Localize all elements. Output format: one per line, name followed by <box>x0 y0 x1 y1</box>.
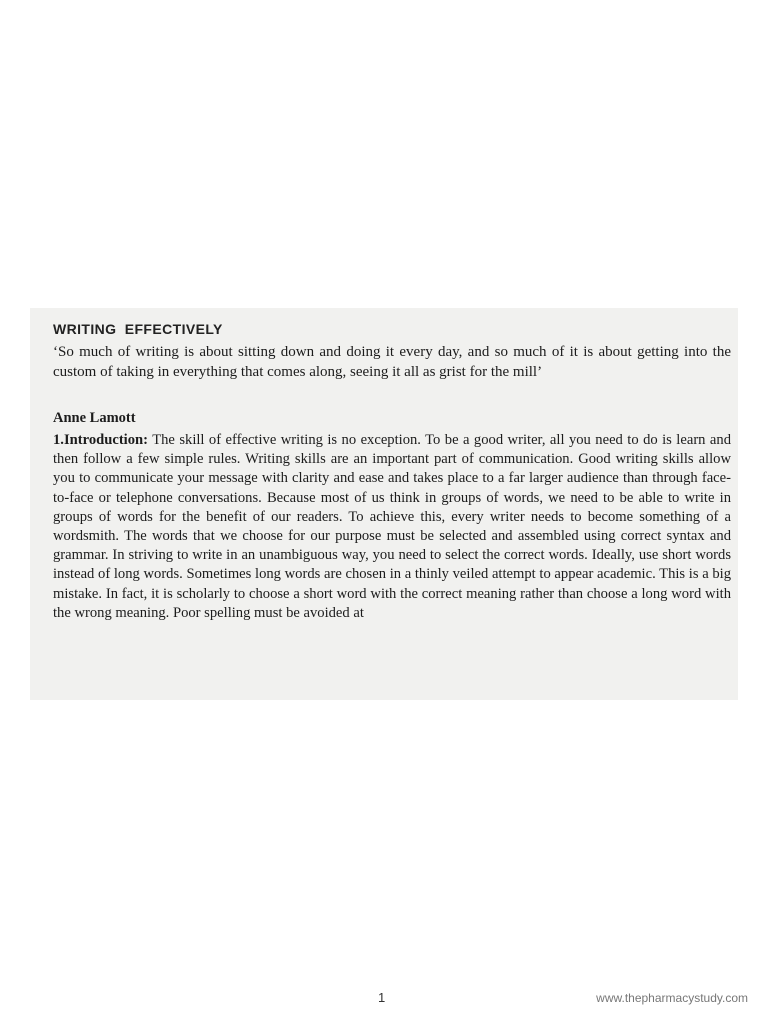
introduction-paragraph <box>53 431 731 623</box>
page-number: 1 <box>378 990 386 1005</box>
introduction-label: 1.Introduction: <box>53 432 149 448</box>
section-heading: WRITING EFFECTIVELY <box>53 321 223 337</box>
introduction-text: The skill of effective writing is no exception. To be a good writer, all you need to do is learn and then follow a few simple rules. Writing skills are an important part of communication. Good writing skills allow you to communicate your message with clarity and ease and takes place to a far larger audience than through face-to-face or telephone conversations. Because most of us think in groups of words, we need to be able to write in groups of words for the benefit of our readers. To achieve this, every writer needs to become something of a wordsmith. The words that we choose for our purpose must be selected and assembled using correct syntax and grammar. In striving to write in an unambiguous way, you need to select the correct words. Ideally, use short words instead of long words. Sometimes long words are chosen in a thinly veiled attempt to appear academic. This is a big mistake. In fact, it is scholarly to choose a short word with the correct meaning rather than choose a long word with the wrong meaning. Poor spelling must be avoided at <box>53 432 731 621</box>
epigraph-quote: ‘So much of writing is about sitting down and doing it every day, and so much of it is about getting into the custom of taking in everything that comes along, seeing it all as grist for the mill’ <box>53 344 731 380</box>
quote-author: Anne Lamott <box>53 410 136 426</box>
site-url: www.thepharmacystudy.com <box>596 991 748 1005</box>
